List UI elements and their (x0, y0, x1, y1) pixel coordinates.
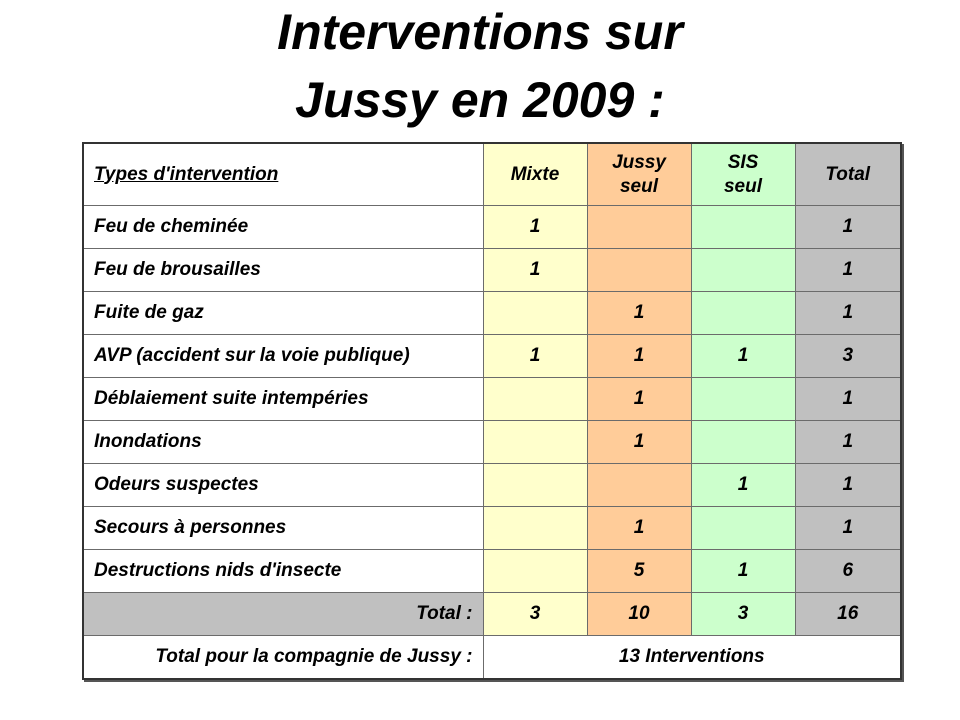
table-row (83, 421, 901, 464)
title-line-1: Interventions sur (277, 4, 683, 60)
header-total: Total (795, 143, 901, 206)
title-line-2: Jussy en 2009 : (295, 72, 665, 128)
cell-total: 3 (795, 335, 901, 378)
cell-sis (691, 206, 795, 249)
header-mixte: Mixte (483, 143, 587, 206)
cell-total: 1 (795, 421, 901, 464)
table-row (83, 550, 901, 593)
cell-mixte (483, 378, 587, 421)
cell-jussy: 5 (587, 550, 691, 593)
row-label: Destructions nids d'insecte (83, 550, 483, 593)
total-total: 16 (795, 593, 901, 636)
total-mixte: 3 (483, 593, 587, 636)
total-sis: 3 (691, 593, 795, 636)
cell-total: 1 (795, 507, 901, 550)
row-label: Odeurs suspectes (83, 464, 483, 507)
cell-total: 1 (795, 464, 901, 507)
total-jussy: 10 (587, 593, 691, 636)
cell-jussy: 1 (587, 335, 691, 378)
header-type: Types d'intervention (83, 143, 483, 206)
table-row (83, 464, 901, 507)
table-row (83, 378, 901, 421)
row-label: AVP (accident sur la voie publique) (83, 335, 483, 378)
cell-sis: 1 (691, 550, 795, 593)
cell-jussy (587, 464, 691, 507)
cell-sis: 1 (691, 464, 795, 507)
cell-total: 6 (795, 550, 901, 593)
cell-mixte (483, 421, 587, 464)
total-label: Total : (83, 593, 483, 636)
header-sis-label: SIS seul (723, 151, 763, 197)
row-label: Inondations (83, 421, 483, 464)
cell-sis (691, 249, 795, 292)
page-title (0, 0, 960, 134)
cell-total: 1 (795, 292, 901, 335)
total-row (83, 593, 901, 636)
header-jussy (587, 143, 691, 206)
cell-sis: 1 (691, 335, 795, 378)
cell-mixte (483, 464, 587, 507)
row-label: Feu de brousailles (83, 249, 483, 292)
cell-total: 1 (795, 206, 901, 249)
row-label: Déblaiement suite intempéries (83, 378, 483, 421)
cell-jussy (587, 249, 691, 292)
company-total-row (83, 636, 901, 680)
header-jussy-label: Jussy seul (612, 151, 666, 197)
cell-sis (691, 378, 795, 421)
interventions-table (82, 142, 902, 680)
cell-total: 1 (795, 378, 901, 421)
cell-total: 1 (795, 249, 901, 292)
row-label: Feu de cheminée (83, 206, 483, 249)
cell-jussy: 1 (587, 292, 691, 335)
row-label: Fuite de gaz (83, 292, 483, 335)
table-row (83, 335, 901, 378)
company-total-value: 13 Interventions (483, 636, 901, 680)
cell-jussy: 1 (587, 507, 691, 550)
row-label: Secours à personnes (83, 507, 483, 550)
header-sis (691, 143, 795, 206)
cell-jussy: 1 (587, 421, 691, 464)
table-row (83, 292, 901, 335)
table-row (83, 249, 901, 292)
cell-mixte (483, 292, 587, 335)
cell-mixte (483, 507, 587, 550)
company-total-label: Total pour la compagnie de Jussy : (83, 636, 483, 680)
cell-sis (691, 421, 795, 464)
table-header-row (83, 143, 901, 206)
cell-jussy: 1 (587, 378, 691, 421)
cell-mixte: 1 (483, 335, 587, 378)
cell-sis (691, 292, 795, 335)
cell-mixte (483, 550, 587, 593)
cell-mixte: 1 (483, 206, 587, 249)
cell-sis (691, 507, 795, 550)
cell-jussy (587, 206, 691, 249)
cell-mixte: 1 (483, 249, 587, 292)
table-row (83, 507, 901, 550)
table-row (83, 206, 901, 249)
